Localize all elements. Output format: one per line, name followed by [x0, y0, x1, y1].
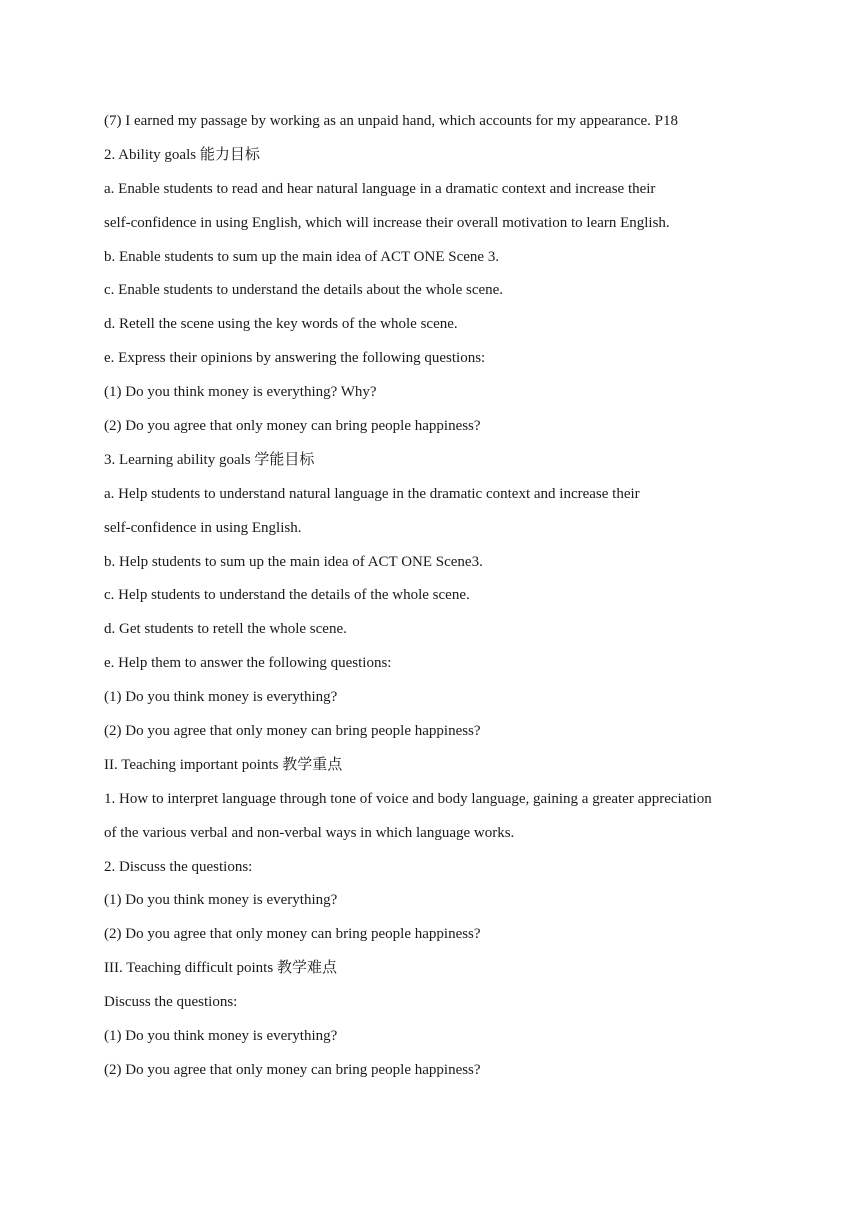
text-line: c. Enable students to understand the details about the whole scene.	[104, 282, 504, 299]
text-line: c. Help students to understand the details of the whole scene.	[104, 587, 470, 604]
text-line: self-confidence in using English.	[104, 519, 302, 536]
text-line: 1. How to interpret language through tone of voice and body language, gaining a greater appreciation	[104, 790, 712, 807]
text-line: b. Enable students to sum up the main idea of ACT ONE Scene 3.	[104, 248, 500, 265]
section-heading: 2. Ability goals 能力目标	[104, 146, 260, 163]
text-line: (7) I earned my passage by working as an unpaid hand, which accounts for my appearance. P18	[104, 113, 678, 129]
text-line: b. Help students to sum up the main idea of ACT ONE Scene3.	[104, 553, 483, 570]
text-line: Discuss the questions:	[104, 994, 238, 1011]
text-line: e. Help them to answer the following questions:	[104, 655, 392, 672]
text-line: of the various verbal and non-verbal ways in which language works.	[104, 824, 515, 841]
text-line: e. Express their opinions by answering the following questions:	[104, 350, 486, 367]
text-line: a. Enable students to read and hear natural language in a dramatic context and increase their	[104, 180, 656, 197]
document-body	[104, 107, 784, 1090]
text-line: d. Retell the scene using the key words of the whole scene.	[104, 316, 458, 333]
text-line: self-confidence in using English, which will increase their overall motivation to learn English.	[104, 214, 670, 231]
question-line: (2) Do you agree that only money can bring people happiness?	[104, 926, 481, 943]
section-heading: III. Teaching difficult points 教学难点	[104, 960, 337, 977]
question-line: (1) Do you think money is everything?	[104, 1028, 338, 1045]
question-line: (1) Do you think money is everything?	[104, 892, 338, 909]
text-line: a. Help students to understand natural language in the dramatic context and increase their	[104, 485, 640, 502]
text-line: 2. Discuss the questions:	[104, 858, 253, 875]
question-line: (2) Do you agree that only money can bring people happiness?	[104, 1061, 481, 1078]
text-line: d. Get students to retell the whole scene.	[104, 621, 347, 638]
question-line: (2) Do you agree that only money can bring people happiness?	[104, 418, 481, 435]
question-line: (1) Do you think money is everything?	[104, 689, 338, 706]
section-heading: 3. Learning ability goals 学能目标	[104, 451, 315, 468]
question-line: (1) Do you think money is everything? Why?	[104, 384, 377, 401]
section-heading: II. Teaching important points 教学重点	[104, 756, 343, 773]
question-line: (2) Do you agree that only money can bring people happiness?	[104, 723, 481, 740]
